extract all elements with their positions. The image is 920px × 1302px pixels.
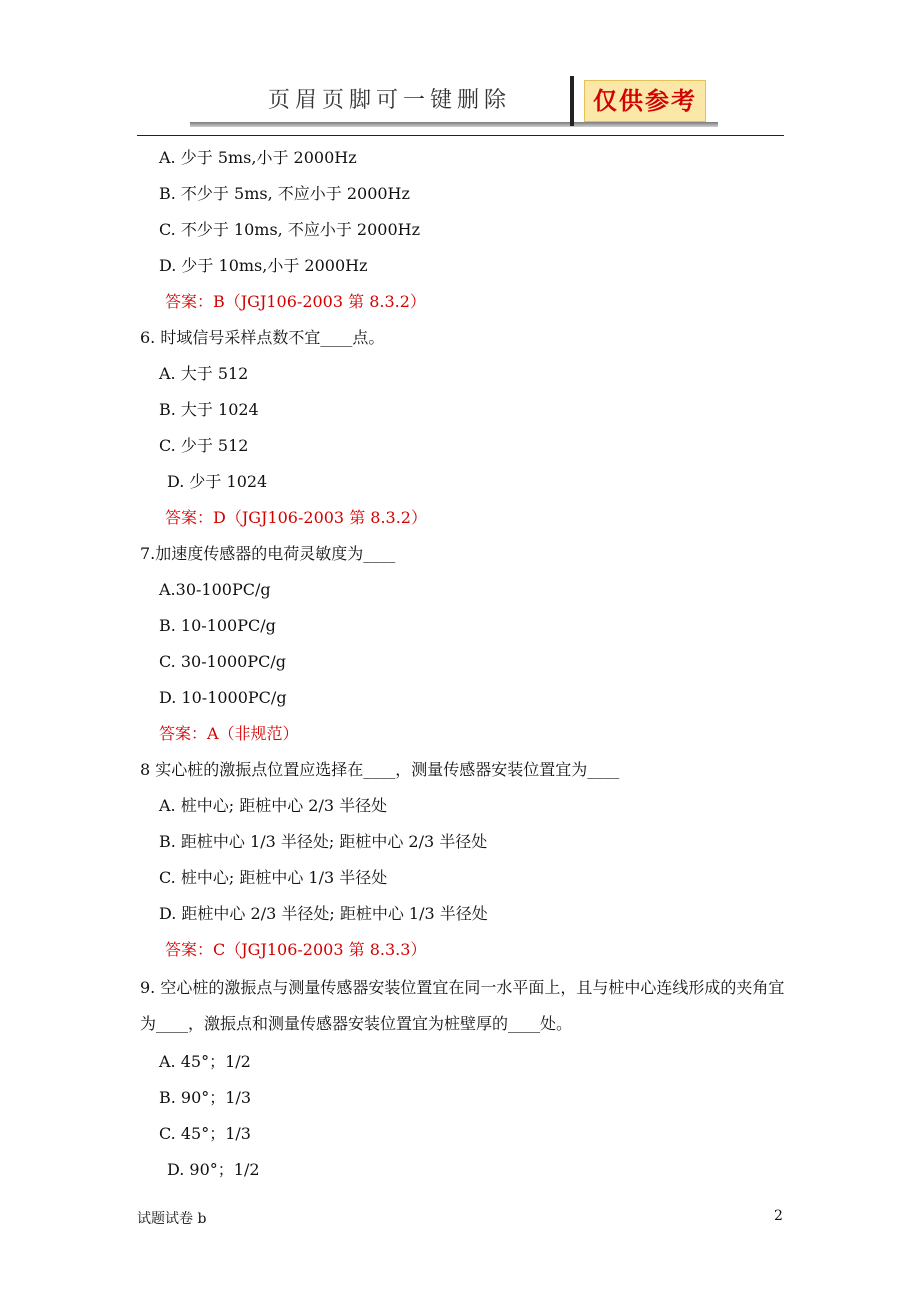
- option-line: D. 距桩中心 2/3 半径处; 距桩中心 1/3 半径处: [159, 904, 488, 923]
- header-banner-text: 页眉页脚可一键删除: [268, 88, 512, 113]
- option-line: A. 45°；1/2: [159, 1052, 251, 1071]
- option-line: B. 90°；1/3: [159, 1088, 252, 1107]
- question-6: 6. 时域信号采样点数不宜____点。: [140, 328, 385, 347]
- option-line: D. 少于 1024: [167, 472, 268, 491]
- page-number: 2: [774, 1208, 783, 1224]
- option-line: C. 少于 512: [159, 436, 249, 455]
- option-line: D. 90°；1/2: [167, 1160, 260, 1179]
- option-line: C. 45°；1/3: [159, 1124, 251, 1143]
- option-line: C. 30-1000PC/g: [159, 652, 286, 671]
- answer-line: 答案：B（JGJ106-2003 第 8.3.2）: [165, 292, 426, 311]
- option-line: A. 少于 5ms,小于 2000Hz: [159, 148, 357, 167]
- option-line: B. 距桩中心 1/3 半径处; 距桩中心 2/3 半径处: [159, 832, 488, 851]
- option-line: B. 大于 1024: [159, 400, 259, 419]
- option-line: C. 不少于 10ms, 不应小于 2000Hz: [159, 220, 421, 239]
- footer-title: 试题试卷 b: [137, 1211, 207, 1227]
- option-line: D. 10-1000PC/g: [159, 688, 287, 707]
- header-rule: [137, 135, 784, 136]
- page-header: [0, 0, 920, 140]
- option-line: A. 桩中心; 距桩中心 2/3 半径处: [159, 796, 388, 815]
- option-line: A. 大于 512: [159, 364, 249, 383]
- header-banner: [190, 76, 720, 128]
- banner-divider: [570, 76, 574, 126]
- option-line: B. 不少于 5ms, 不应小于 2000Hz: [159, 184, 410, 203]
- option-line: B. 10-100PC/g: [159, 616, 276, 635]
- question-7: 7.加速度传感器的电荷灵敏度为____: [140, 544, 396, 563]
- reference-stamp: 仅供参考: [584, 80, 706, 122]
- option-line: C. 桩中心; 距桩中心 1/3 半径处: [159, 868, 388, 887]
- answer-line: 答案：A（非规范）: [159, 724, 299, 743]
- question-9: 9. 空心桩的激振点与测量传感器安装位置宜在同一水平面上，且与桩中心连线形成的夹角宜为____，激振点和测量传感器安装位置宜为桩壁厚的____处。: [140, 978, 785, 1033]
- question-8: 8 实心桩的激振点位置应选择在____，测量传感器安装位置宜为____: [140, 760, 620, 779]
- option-line: A.30-100PC/g: [159, 580, 271, 599]
- banner-underline: [190, 122, 718, 127]
- answer-line: 答案：D（JGJ106-2003 第 8.3.2）: [165, 508, 427, 527]
- option-line: D. 少于 10ms,小于 2000Hz: [159, 256, 368, 275]
- answer-line: 答案：C（JGJ106-2003 第 8.3.3）: [165, 940, 427, 959]
